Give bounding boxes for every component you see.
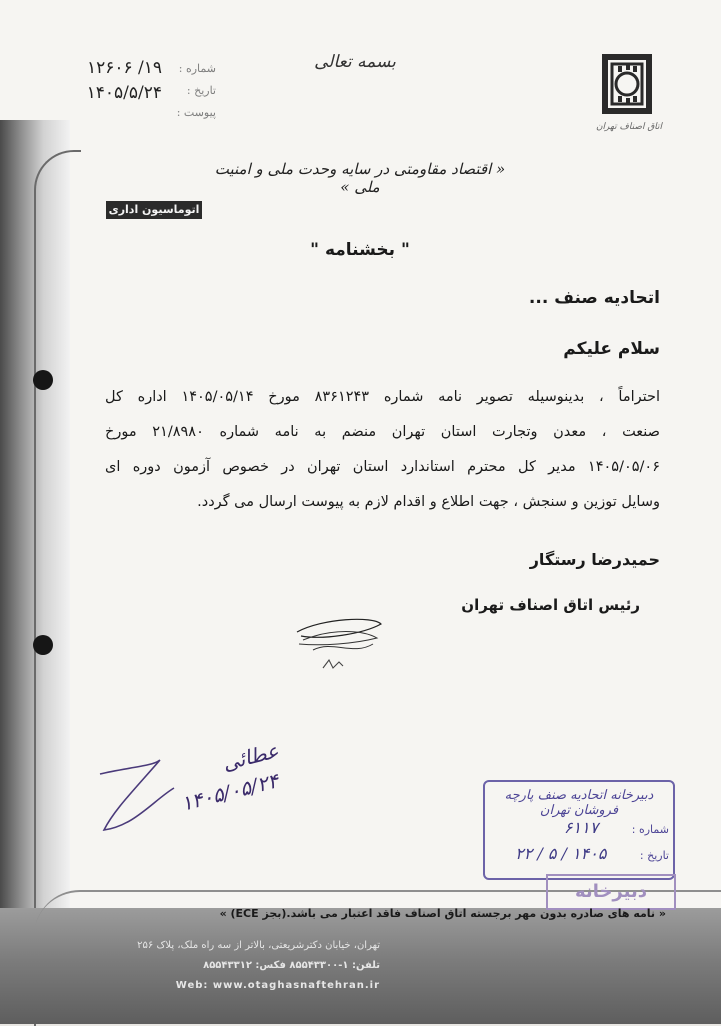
recipient-line: اتحادیه صنف ...	[528, 288, 660, 308]
letter-date: ۱۴۰۵/۵/۲۴	[86, 83, 162, 103]
circular-title: " بخشنامه "	[310, 240, 410, 260]
number-label: شماره :	[178, 62, 216, 75]
motto-line: « اقتصاد مقاومتی در سایه وحدت ملی و امنیت ملی »	[214, 160, 506, 196]
greeting-line: سلام علیکم	[563, 339, 660, 359]
bismillah-heading: بسمه تعالی	[314, 52, 396, 72]
signature-scribble-icon	[293, 610, 383, 682]
stamp-number-value: ۶۱۱۷	[563, 818, 599, 837]
stamp-date-value: ۱۴۰۵ / ۵ / ۲۲	[515, 844, 607, 863]
stamp-title: دبیرخانه اتحادیه صنف پارچه فروشان تهران	[504, 788, 654, 818]
chamber-logo-icon	[600, 52, 654, 120]
footer-website: Web: www.otaghasnaftehran.ir	[175, 980, 380, 991]
signer-title: رئیس اتاق اصناف تهران	[461, 596, 640, 614]
letter-number: ۱۹/ ۱۲۶۰۶	[86, 58, 162, 78]
date-label: تاریخ :	[186, 84, 216, 97]
header-meta-values	[62, 56, 162, 106]
stamp-date-label: تاریخ :	[639, 849, 669, 862]
handwritten-note	[118, 735, 281, 855]
punch-hole-top	[33, 370, 53, 390]
stamp-number-row	[489, 818, 669, 837]
automation-badge: اتوماسیون اداری	[106, 201, 202, 219]
handwritten-date: ۱۴۰۵/۰۵/۲۴	[178, 768, 281, 816]
footer-phones: تلفن: ۱-۸۵۵۴۳۳۰۰ فکس: ۸۵۵۴۳۳۱۲	[203, 960, 380, 971]
stamp-number-label: شماره :	[631, 823, 669, 836]
body-line: احتراماً ، بدینوسیله تصویر نامه شماره ۸۳۶۱۲۴۳ مورخ ۱۴۰۵/۰۵/۱۴ اداره کل	[105, 389, 661, 405]
punch-hole-bottom	[33, 635, 53, 655]
body-line: صنعت ، معدن وتجارت استان تهران منضم به نامه شماره ۲۱/۸۹۸۰ مورخ	[105, 424, 660, 440]
stamp-date-row	[489, 844, 669, 863]
attachment-label: پیوست :	[176, 106, 216, 119]
body-line: ۱۴۰۵/۰۵/۰۶ مدیر کل محترم استاندارد استان تهران در خصوص آزمون دوره ای	[105, 459, 660, 475]
secretariat-stamp: دبیرخانه	[546, 874, 676, 910]
body-line: وسایل توزین و سنجش ، جهت اطلاع و اقدام لازم به پیوست ارسال می گردد.	[197, 494, 660, 510]
logo-caption: اتاق اصناف تهران	[595, 122, 663, 132]
registry-stamp	[483, 780, 675, 880]
handwritten-name: عطائی	[220, 738, 281, 776]
header-meta-labels	[160, 58, 216, 124]
validity-note: « نامه های صادره بدون مهر برجسته اتاق اصناف فاقد اعتبار می باشد.(بجز ECE) »	[219, 907, 666, 920]
signer-name: حمیدرضا رستگار	[529, 550, 660, 569]
letter-body-paragraph	[105, 380, 660, 520]
footer-contact	[80, 936, 380, 996]
footer-address: تهران، خیابان دکترشریعتی، بالاتر از سه راه ملک، پلاک ۲۵۶	[137, 940, 380, 951]
